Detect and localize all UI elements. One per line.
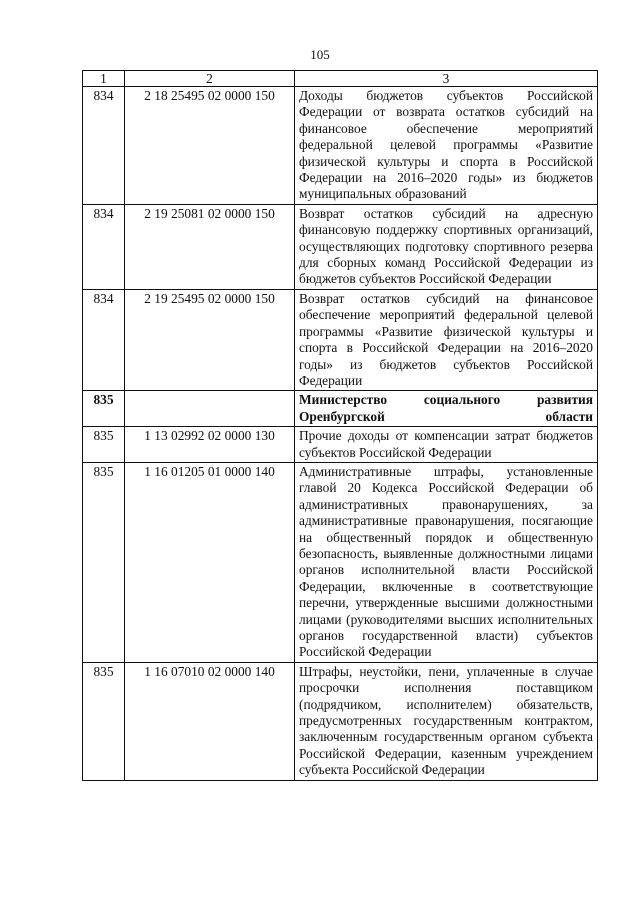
table-row <box>83 427 598 463</box>
header-col-1: 1 <box>83 71 125 87</box>
header-col-2: 2 <box>125 71 295 87</box>
revenue-description: Доходы бюджетов субъектов Российской Федерации от возврата остатков субсидий на финансовое обеспечение мероприятий федеральной целевой программы «Развитие физической культуры и спорта в Российской Федерации на 2016–2020 годы» из бюджетов муниципальных образований <box>295 87 598 205</box>
revenue-description: Прочие доходы от компенсации затрат бюджетов субъектов Российской Федерации <box>295 427 598 463</box>
budget-code: 2 19 25495 02 0000 150 <box>125 289 295 390</box>
table-row <box>83 204 598 289</box>
budget-codes-table <box>82 70 598 781</box>
header-col-3: 3 <box>295 71 598 87</box>
budget-code: 1 16 01205 01 0000 140 <box>125 462 295 662</box>
budget-code: 1 16 07010 02 0000 140 <box>125 662 295 780</box>
budget-code: 1 13 02992 02 0000 130 <box>125 427 295 463</box>
budget-code <box>125 391 295 427</box>
admin-code: 835 <box>83 662 125 780</box>
admin-code: 835 <box>83 391 125 427</box>
admin-code: 835 <box>83 427 125 463</box>
revenue-description: Административные штрафы, установленные главой 20 Кодекса Российской Федерации об административных правонарушениях, за административные правонарушения, посягающие на общественный порядок и общественную безопасность, выявленные должностными лицами органов исполнительной власти Российской Федерации, включенные в соответствующие перечни, утвержденные высшими должностными лицами (руководителями высших исполнительных органов государственной власти) субъектов Российской Федерации <box>295 462 598 662</box>
admin-code: 835 <box>83 462 125 662</box>
ministry-row <box>83 391 598 427</box>
table-row <box>83 462 598 662</box>
table-row <box>83 662 598 780</box>
budget-code: 2 18 25495 02 0000 150 <box>125 87 295 205</box>
revenue-description: Штрафы, неустойки, пени, уплаченные в случае просрочки исполнения поставщиком (подрядчиком, исполнителем) обязательств, предусмотренных государственным контрактом, заключенным государственным органом субъекта Российской Федерации, казенным учреждением субъекта Российской Федерации <box>295 662 598 780</box>
admin-code: 834 <box>83 87 125 205</box>
revenue-description: Возврат остатков субсидий на адресную финансовую поддержку спортивных организаций, осуществляющих подготовку спортивного резерва для сборных команд Российской Федерации из бюджетов субъектов Российской Федерации <box>295 204 598 289</box>
table-row <box>83 87 598 205</box>
admin-code: 834 <box>83 204 125 289</box>
revenue-description: Возврат остатков субсидий на финансовое обеспечение мероприятий федеральной целевой программы «Развитие физической культуры и спорта в Российской Федерации на 2016–2020 годы» из бюджетов субъектов Российской Федерации <box>295 289 598 390</box>
budget-code: 2 19 25081 02 0000 150 <box>125 204 295 289</box>
admin-code: 834 <box>83 289 125 390</box>
table-header-row <box>83 71 598 87</box>
table-row <box>83 289 598 390</box>
ministry-name: Министерство социального развития Оренбургской области <box>295 391 598 427</box>
page-number: 105 <box>310 47 330 62</box>
